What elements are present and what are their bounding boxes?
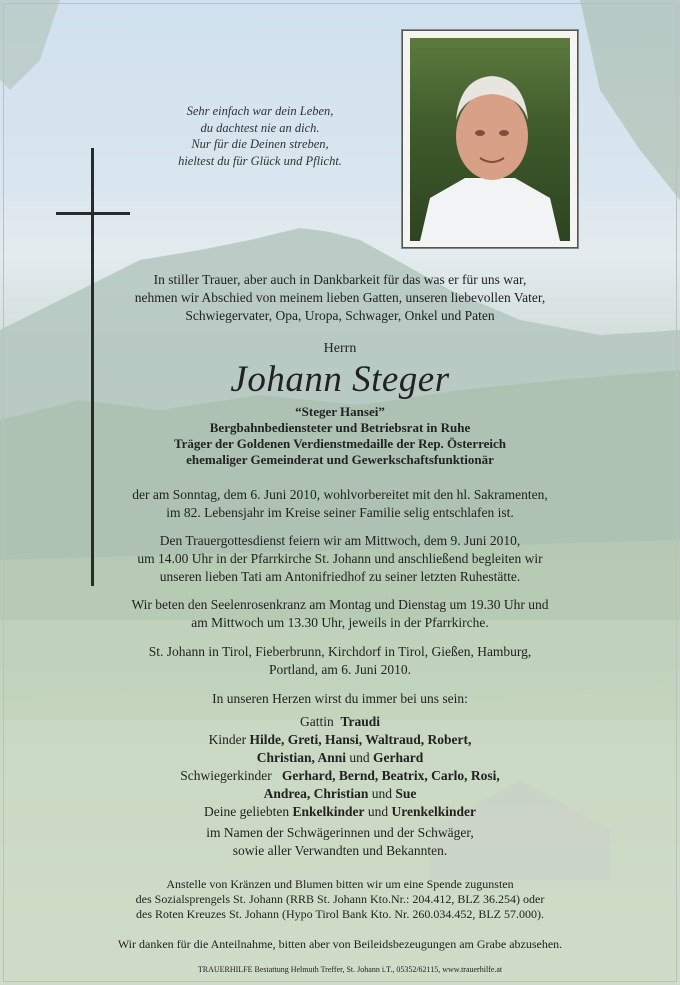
intro-line: nehmen wir Abschied von meinem lieben Gatten, unseren liebevollen Vater,: [134, 290, 546, 305]
poem-verse: [140, 103, 380, 169]
title-line: Träger der Goldenen Verdienstmedaille der Rep. Österreich: [173, 436, 507, 451]
salutation: Herrn: [323, 341, 357, 356]
thanks-note: Wir danken für die Anteilnahme, bitten aber von Beileidsbezeugungen am Grabe abzusehen.: [117, 937, 563, 951]
portrait-frame: [401, 29, 579, 249]
donation-line: des Roten Kreuzes St. Johann (Hypo Tirol Bank Kto. Nr. 260.034.452, BLZ 57.000).: [136, 907, 544, 921]
verse-line: Sehr einfach war dein Leben,: [186, 104, 334, 118]
verse-line: Nur für die Deinen streben,: [191, 137, 329, 151]
portrait-photo: [410, 38, 570, 241]
family-grandchildren: Deine geliebten Enkelkinder und Urenkelkinder: [203, 804, 476, 819]
death-notice: [90, 486, 590, 522]
relatives-line: im Namen der Schwägerinnen und der Schwäger,: [206, 825, 474, 840]
nickname: “Steger Hansei”: [295, 404, 385, 419]
family-children-cont: Christian, Anni und Gerhard: [256, 750, 424, 765]
family-inlaws-cont: Andrea, Christian und Sue: [263, 786, 417, 801]
deceased-name: Johann Steger: [230, 359, 450, 400]
donation-line: des Sozialsprengels St. Johann (RRB St. Johann Kto.Nr.: 204.412, BLZ 36.254) oder: [135, 892, 545, 906]
family-inlaws: Schwiegerkinder Gerhard, Bernd, Beatrix, Carlo, Rosi,: [180, 768, 500, 783]
death-line: im 82. Lebensjahr im Kreise seiner Familie selig entschlafen ist.: [166, 505, 514, 520]
intro-line: In stiller Trauer, aber auch in Dankbarkeit für das was er für uns war,: [153, 272, 527, 287]
verse-line: hieltest du für Glück und Pflicht.: [178, 153, 342, 168]
cross-icon-bar: [56, 212, 130, 215]
family-children: Kinder Hilde, Greti, Hansi, Waltraud, Robert,: [208, 732, 472, 747]
family-wife: Gattin Traudi: [299, 714, 380, 729]
rosary-line: Wir beten den Seelenrosenkranz am Montag und Dienstag um 19.30 Uhr und: [131, 597, 549, 612]
relatives-note: [90, 824, 590, 860]
death-line: der am Sonntag, dem 6. Juni 2010, wohlvorbereitet mit den hl. Sakramenten,: [132, 487, 548, 502]
funeral-home-footer: TRAUERHILFE Bestattung Helmuth Treffer, St. Johann i.T., 05352/62115, www.trauerhilfe.at: [197, 965, 503, 974]
places-line: Portland, am 6. Juni 2010.: [268, 662, 412, 677]
relatives-line: sowie aller Verwandten und Bekannten.: [232, 843, 448, 858]
places-date: [90, 643, 590, 679]
deceased-titles: [80, 404, 600, 468]
funeral-notice: [90, 532, 590, 586]
rosary-line: am Mittwoch um 13.30 Uhr, jeweils in der Pfarrkirche.: [191, 615, 489, 630]
places-line: St. Johann in Tirol, Fieberbrunn, Kirchdorf in Tirol, Gießen, Hamburg,: [148, 644, 532, 659]
donation-note: [80, 877, 600, 922]
family-list: [140, 713, 540, 821]
donation-line: Anstelle von Kränzen und Blumen bitten wir um eine Spende zugunsten: [166, 877, 514, 891]
title-line: ehemaliger Gemeinderat und Gewerkschaftsfunktionär: [186, 452, 494, 467]
verse-line: du dachtest nie an dich.: [200, 120, 320, 135]
intro-text: [100, 271, 580, 325]
funeral-line: unseren lieben Tati am Antonifriedhof zu seiner letzten Ruhestätte.: [159, 569, 521, 584]
hearts-line: In unseren Herzen wirst du immer bei uns sein:: [212, 691, 468, 706]
title-line: Bergbahnbediensteter und Betriebsrat in Ruhe: [209, 420, 471, 435]
rosary-notice: [90, 596, 590, 632]
funeral-line: Den Trauergottesdienst feiern wir am Mittwoch, dem 9. Juni 2010,: [159, 533, 521, 548]
funeral-line: um 14.00 Uhr in der Pfarrkirche St. Johann und anschließend begleiten wir: [137, 551, 543, 566]
intro-line: Schwiegervater, Opa, Uropa, Schwager, Onkel und Paten: [185, 308, 495, 323]
